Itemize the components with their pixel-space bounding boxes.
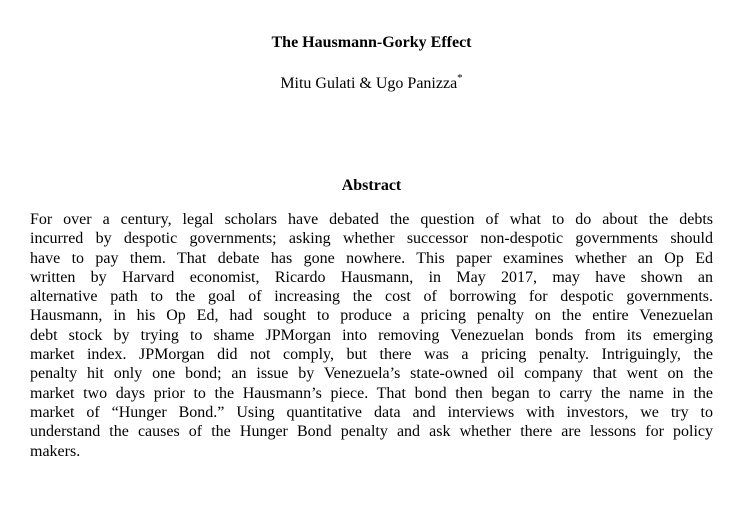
abstract-line: alternative path to the goal of increasing the cost of borrowing for despotic governments. <box>30 288 713 306</box>
abstract-line: For over a century, legal scholars have debated the question of what to do about the debts <box>30 211 713 228</box>
abstract-line: market of “Hunger Bond.” Using quantitative data and interviews with investors, we try to <box>30 403 713 421</box>
abstract-line: makers. <box>30 442 81 460</box>
paper-title: The Hausmann-Gorky Effect <box>271 34 472 51</box>
abstract-line: debt stock by trying to shame JPMorgan into removing Venezuelan bonds from its emerging <box>30 326 713 344</box>
abstract-line: market two days prior to the Hausmann’s piece. That bond then began to carry the name in the <box>30 384 713 402</box>
author-names: Mitu Gulati & Ugo Panizza <box>280 75 458 92</box>
author-footnote-marker: * <box>457 71 463 84</box>
paper-authors <box>0 71 743 94</box>
abstract-line: Hausmann, in his Op Ed, had sought to produce a pricing penalty on the entire Venezuelan <box>30 307 713 325</box>
abstract-line: penalty hit only one bond; an issue by Venezuela’s state-owned oil company that went on the <box>30 365 713 383</box>
abstract-line: understand the causes of the Hunger Bond penalty and ask whether there are lessons for policy <box>30 423 713 441</box>
abstract-line: incurred by despotic governments; asking whether successor non-despotic governments should <box>30 230 713 248</box>
abstract-line: market index. JPMorgan did not comply, but there was a pricing penalty. Intriguingly, the <box>30 346 713 364</box>
abstract-heading: Abstract <box>341 177 402 194</box>
abstract-body <box>30 210 713 461</box>
abstract-line: have to pay them. That debate has gone nowhere. This paper examines whether an Op Ed <box>30 249 713 267</box>
abstract-line: written by Harvard economist, Ricardo Hausmann, in May 2017, may have shown an <box>30 268 713 286</box>
